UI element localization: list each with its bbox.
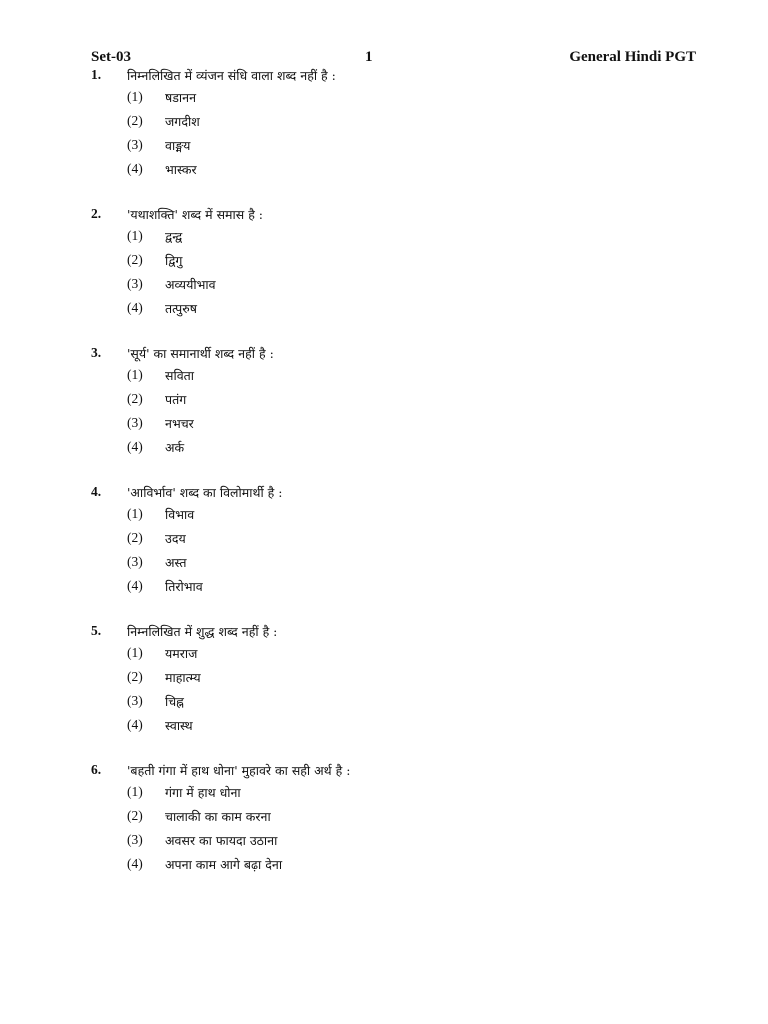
option: [91, 828, 711, 852]
option: [91, 550, 711, 574]
option-text: तत्पुरुष: [165, 300, 197, 316]
option-number: (3): [127, 693, 143, 708]
question-5: [91, 621, 711, 737]
question-1: [91, 65, 711, 181]
option-number: (4): [127, 578, 143, 593]
question-number: 1.: [91, 67, 102, 82]
option-number: (2): [127, 808, 143, 823]
question-3: [91, 343, 711, 459]
option: [91, 502, 711, 526]
option-text: चालाकी का काम करना: [165, 808, 271, 824]
subject-title: General Hindi PGT: [569, 49, 696, 65]
option-text: अस्त: [165, 554, 187, 570]
option: [91, 387, 711, 411]
option-number: (4): [127, 161, 143, 176]
option-text: द्वन्द्व: [165, 228, 183, 244]
option: [91, 272, 711, 296]
option-text: तिरोभाव: [165, 578, 203, 594]
option-number: (2): [127, 252, 143, 267]
page-number: 1: [365, 49, 373, 65]
question-number: 5.: [91, 623, 102, 638]
option-number: (4): [127, 300, 143, 315]
option-text: यमराज: [165, 645, 198, 661]
option-text: उदय: [165, 530, 186, 546]
option-text: नभचर: [165, 415, 194, 431]
option-number: (2): [127, 391, 143, 406]
option-text: गंगा में हाथ धोना: [165, 784, 241, 800]
option-number: (2): [127, 669, 143, 684]
option-text: अवसर का फायदा उठाना: [165, 832, 278, 848]
option: [91, 85, 711, 109]
question-text: 'आविर्भाव' शब्द का विलोमार्थी है :: [127, 484, 283, 500]
option-text: पतंग: [165, 391, 187, 407]
question-number: 4.: [91, 484, 102, 499]
question-text: 'सूर्य' का समानार्थी शब्द नहीं है :: [127, 345, 274, 361]
option-number: (3): [127, 832, 143, 847]
option-number: (3): [127, 554, 143, 569]
option-number: (2): [127, 113, 143, 128]
option-number: (1): [127, 645, 143, 660]
question-6: [91, 760, 711, 876]
option-text: भास्कर: [165, 161, 197, 177]
option: [91, 411, 711, 435]
option: [91, 435, 711, 459]
option: [91, 689, 711, 713]
question-text: 'बहती गंगा में हाथ धोना' मुहावरे का सही अर्थ है :: [127, 762, 351, 778]
option-text: वाङ्मय: [165, 137, 191, 153]
option-text: द्विगु: [165, 252, 183, 268]
question-text: 'यथाशक्ति' शब्द में समास है :: [127, 206, 264, 222]
option: [91, 713, 711, 737]
question-number: 2.: [91, 206, 102, 221]
option-number: (4): [127, 717, 143, 732]
option: [91, 804, 711, 828]
option: [91, 574, 711, 598]
question-number: 6.: [91, 762, 102, 777]
question-4: [91, 482, 711, 598]
option-text: स्वास्थ: [165, 717, 193, 733]
option-text: चिह्न: [165, 693, 184, 709]
option-number: (1): [127, 784, 143, 799]
option: [91, 248, 711, 272]
question-text: निम्नलिखित में शुद्ध शब्द नहीं है :: [127, 623, 278, 639]
option-text: अर्क: [165, 439, 185, 455]
option-text: विभाव: [165, 506, 195, 522]
question-text: निम्नलिखित में व्यंजन संधि वाला शब्द नहीं है :: [127, 67, 336, 83]
option-number: (1): [127, 89, 143, 104]
option-text: माहात्म्य: [165, 669, 201, 685]
option: [91, 133, 711, 157]
option-text: अव्ययीभाव: [165, 276, 216, 292]
option-text: जगदीश: [165, 113, 200, 129]
option: [91, 224, 711, 248]
option-number: (3): [127, 415, 143, 430]
option: [91, 296, 711, 320]
option: [91, 852, 711, 876]
option-number: (1): [127, 506, 143, 521]
option: [91, 665, 711, 689]
option: [91, 526, 711, 550]
option: [91, 641, 711, 665]
option-text: सविता: [165, 367, 195, 383]
option: [91, 780, 711, 804]
question-number: 3.: [91, 345, 102, 360]
option-number: (3): [127, 276, 143, 291]
option-number: (1): [127, 367, 143, 382]
option: [91, 157, 711, 181]
option-number: (4): [127, 439, 143, 454]
option: [91, 363, 711, 387]
question-2: [91, 204, 711, 320]
option: [91, 109, 711, 133]
option-number: (4): [127, 856, 143, 871]
option-number: (2): [127, 530, 143, 545]
option-text: षडानन: [165, 89, 197, 105]
option-number: (3): [127, 137, 143, 152]
set-label: Set-03: [91, 49, 131, 65]
option-text: अपना काम आगे बढ़ा देना: [165, 856, 283, 872]
option-number: (1): [127, 228, 143, 243]
